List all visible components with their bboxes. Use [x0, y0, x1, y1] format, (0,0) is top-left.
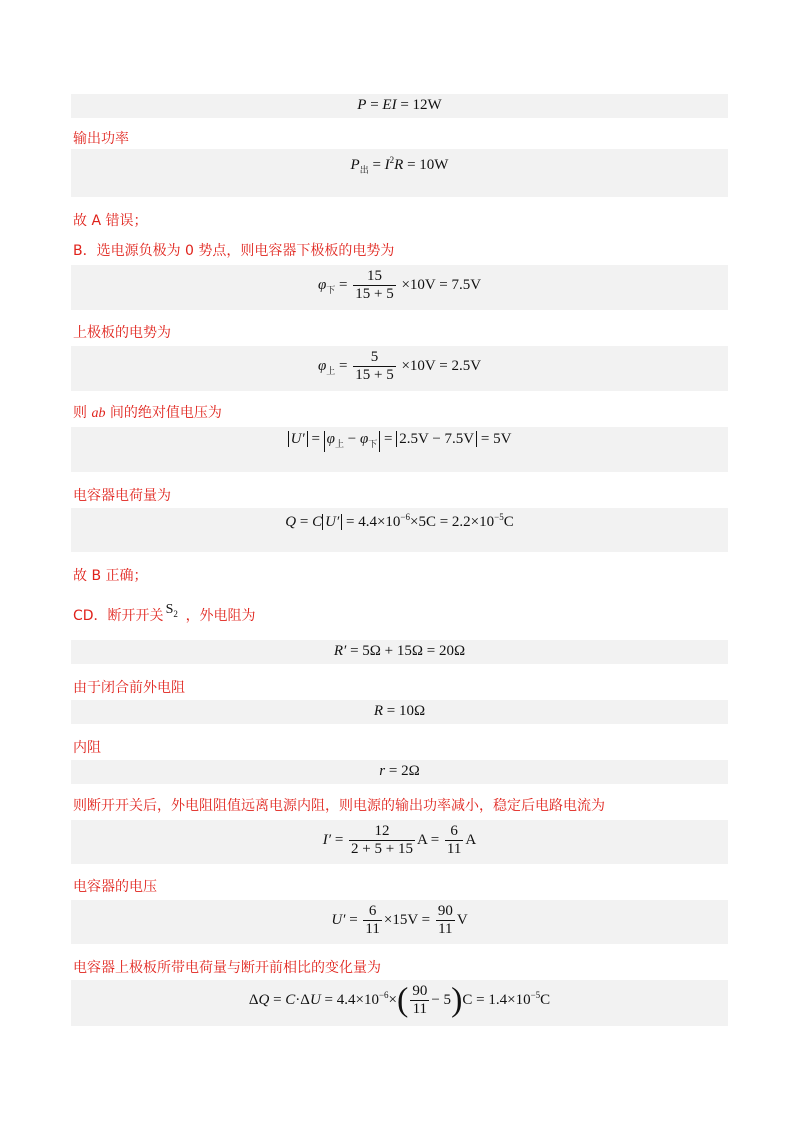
label-output-power: 输出功率	[73, 131, 129, 147]
text-after-open: 则断开开关后，外电阻阻值远离电源内阻，则电源的输出功率减小，稳定后电路电流为	[73, 798, 605, 814]
equation-box-charge-change	[71, 980, 728, 1026]
equation-box-current	[71, 820, 728, 864]
equation-total-power: P = EI = 12W	[357, 97, 442, 113]
equation-current: I′ = $\frac{12}{2 + 5 + 15}$ A = $\frac{6}{11}$ A	[322, 823, 477, 857]
equation-box-internal-r	[71, 760, 728, 784]
equation-box-output-power	[71, 149, 728, 197]
equation-r-prime: R′ = 5Ω + 15Ω = 20Ω	[333, 643, 466, 659]
equation-box-phi-lower	[71, 265, 728, 310]
text-ab-voltage: 则 ab 间的绝对值电压为	[73, 405, 222, 421]
equation-internal-r: r = 2Ω	[379, 763, 420, 779]
equation-box-abs-voltage	[71, 427, 728, 472]
switch-s2-label: $S_2$	[165, 602, 178, 619]
fraction-12-over-22: $\frac{12}{2 + 5 + 15}$	[351, 823, 413, 857]
equation-phi-upper: $\varphi_上$ = $\frac{5}{15 + 5}$ ×10V = 2.5V	[317, 349, 482, 383]
text-upper-plate: 上极板的电势为	[73, 325, 171, 341]
equation-cap-voltage: U′ = $\frac{6}{11}$ ×15V = $\frac{90}{11}$ V	[331, 903, 468, 937]
equation-abs-voltage: $U' = \varphi_上 - \varphi_下 = 2.5V - 7.5V = 5V$	[71, 431, 728, 452]
text-a-wrong: 故 A 错误；	[73, 213, 148, 229]
text-before-closing: 由于闭合前外电阻	[73, 680, 185, 696]
text-cd-intro: CD．断开开关 $S_2$ ，外电阻为	[73, 602, 256, 624]
fraction-15-over-20: $\frac{15}{15 + 5}$	[355, 268, 394, 302]
text-charge-change: 电容器上极板所带电荷量与断开前相比的变化量为	[73, 960, 381, 976]
equation-box-charge	[71, 508, 728, 552]
text-capacitor-charge: 电容器电荷量为	[73, 488, 171, 504]
equation-box-r	[71, 700, 728, 724]
equation-charge: Q = C $U' = 4.4\times 10^{-6}\times 5C = 2.2\times 10^{-5}C$	[285, 512, 514, 530]
fraction-6-over-11-b: $\frac{6}{11}$	[365, 903, 380, 937]
equation-box-power	[71, 94, 728, 118]
equation-box-phi-upper	[71, 346, 728, 391]
fraction-5-over-20: $\frac{5}{15 + 5}$	[355, 349, 394, 383]
text-internal-resistance: 内阻	[73, 740, 101, 756]
fraction-6-over-11: $\frac{6}{11}$	[446, 823, 462, 857]
text-b-correct: 故 B 正确；	[73, 568, 148, 584]
text-b-intro: B．选电源负极为 0 势点，则电容器下极板的电势为	[73, 243, 395, 259]
equation-box-cap-voltage	[71, 900, 728, 944]
fraction-90-over-11-b: $\frac{90}{11}$	[412, 983, 428, 1017]
text-capacitor-voltage: 电容器的电压	[73, 879, 157, 895]
equation-charge-change: $\Delta Q = C\cdot\Delta U = 4.4\times 10^{-6}\times$( $\frac{90}{11}$ − $5)C = 1.4\times 10^{-5}C$	[248, 981, 551, 1019]
equation-phi-lower: $\varphi_下$ = $\frac{15}{15 + 5}$ ×10V = 7.5V	[317, 268, 482, 302]
equation-r: R = 10Ω	[373, 703, 426, 719]
equation-box-r-prime	[71, 640, 728, 664]
fraction-90-over-11: $\frac{90}{11}$	[437, 903, 453, 937]
equation-output-power: $P_出 = I^2R = 10W$	[350, 155, 449, 175]
